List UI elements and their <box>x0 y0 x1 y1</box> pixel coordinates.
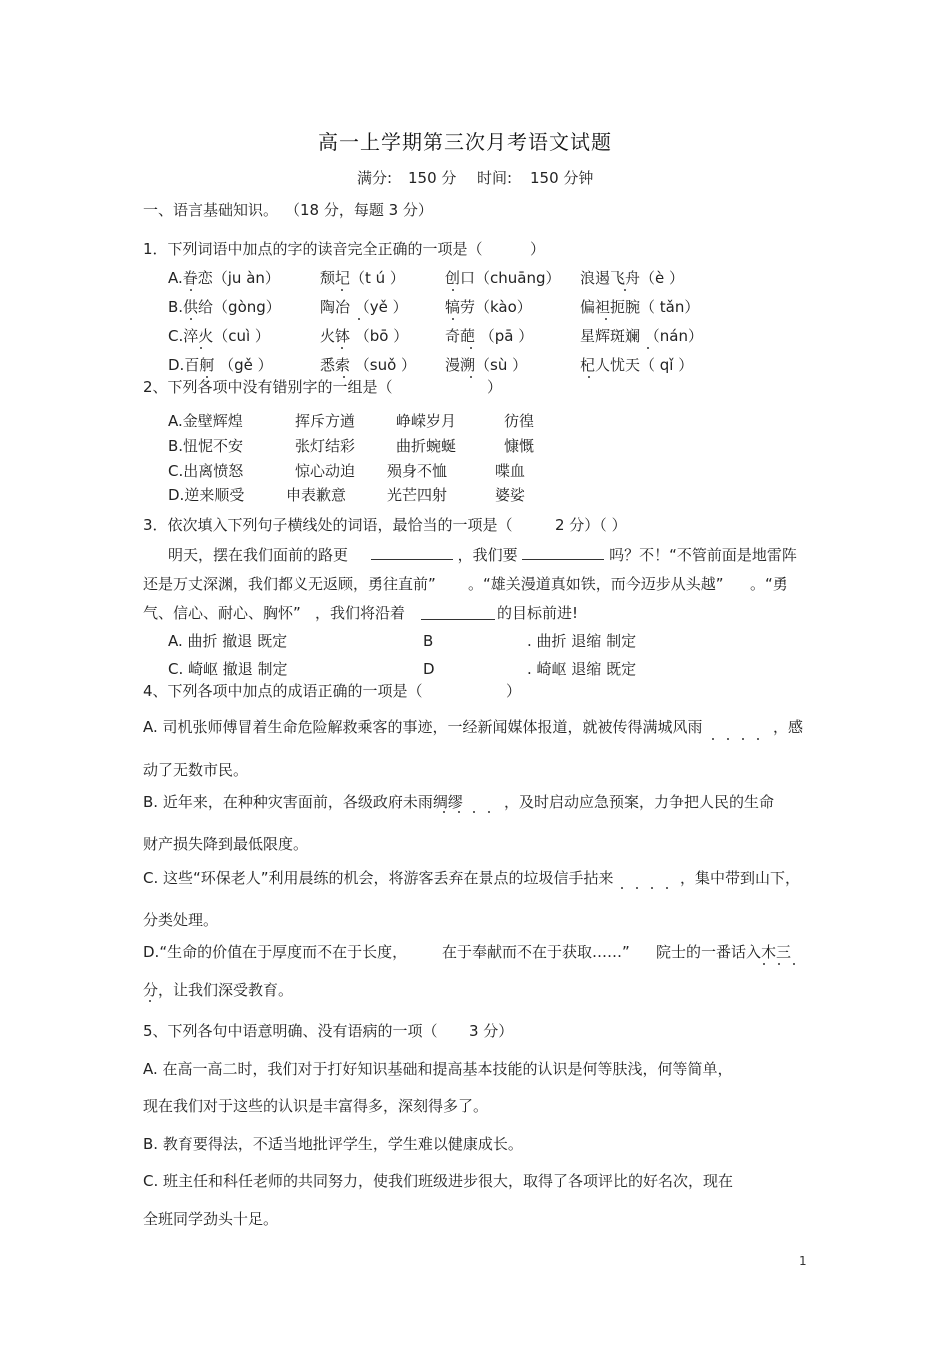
emphasis-dot <box>358 318 360 320</box>
section-detail: （18 分，每题 3 分） <box>285 201 433 219</box>
emphasis-dot <box>190 318 192 320</box>
q1-option: 颓圮（t ú ） <box>320 269 405 287</box>
time-label: 时间: <box>477 169 513 187</box>
page-title: 高一上学期第三次月考语文试题 <box>318 130 612 154</box>
emphasis-dot <box>621 887 623 889</box>
emphasis-dot <box>666 887 668 889</box>
emphasis-dot <box>757 738 759 740</box>
q3-text: 吗？不！“不管前面是地雷阵 <box>609 546 797 564</box>
q2-option: 挥斥方遒 <box>295 412 356 430</box>
q1-option: 杞人忧天（ qǐ ） <box>580 356 694 374</box>
q5-stem: 5、下列各句中语意明确、没有语病的一项（ <box>143 1022 438 1040</box>
q3-para: 的目标前进! <box>497 604 579 622</box>
q3-para: 气、信心、耐心、胸怀” <box>143 604 301 622</box>
q1-option: C.淬火（cuì ） <box>168 327 270 345</box>
emphasis-dot <box>452 289 454 291</box>
q1-option: 偏袒扼腕（ tǎn） <box>580 298 700 316</box>
section-heading: 一、语言基础知识。 <box>143 201 279 219</box>
time-value: 150 分钟 <box>530 169 594 187</box>
emphasis-dot <box>605 318 607 320</box>
q4-a-line1: A. 司机张师傅冒着生命危险解救乘客的事迹，一经新闻媒体报道，就被传得满城风雨 <box>143 718 703 736</box>
answer-blank[interactable] <box>522 545 604 560</box>
emphasis-dot <box>443 811 445 813</box>
answer-blank[interactable] <box>371 545 453 560</box>
q2-option: 婆娑 <box>495 486 526 504</box>
emphasis-dot <box>473 811 475 813</box>
emphasis-dot <box>341 347 343 349</box>
q3-text: 明天，摆在我们面前的路更 <box>168 546 349 564</box>
q4-b-line2: 财产损失降到最低限度。 <box>143 835 309 853</box>
q2-stem: 2、下列各项中没有错别字的一组是（ <box>143 378 393 396</box>
emphasis-dot <box>470 347 472 349</box>
emphasis-dot <box>624 289 626 291</box>
q1-option: 创口（chuāng） <box>445 269 561 287</box>
q2-option: 彷徨 <box>504 412 535 430</box>
q4-stem: 4、下列各项中加点的成语正确的一项是（ <box>143 682 423 700</box>
q1-option: D.百舸 （gě ） <box>168 356 273 374</box>
q1-stem: 1．下列词语中加点的字的读音完全正确的一项是（ <box>143 240 483 258</box>
q5-score: 3 分） <box>469 1022 514 1040</box>
q3-para <box>168 545 797 565</box>
q1-option: 漫溯（sù ） <box>445 356 528 374</box>
q1-option: 火钵 （bō ） <box>320 327 409 345</box>
q3-text: ，我们要 <box>457 546 518 564</box>
emphasis-dot <box>588 376 590 378</box>
q2-option: 申表歉意 <box>286 486 347 504</box>
q4-d-line1c: 院士的一番话入木三 <box>656 943 792 961</box>
q4-a-line2: 动了无数市民。 <box>143 761 249 779</box>
q1-option: 浪遏飞舟（è ） <box>580 269 684 287</box>
emphasis-dot <box>712 738 714 740</box>
full-score-label: 满分: <box>357 169 393 187</box>
emphasis-dot <box>742 738 744 740</box>
emphasis-dot <box>778 963 780 965</box>
q1-option: B.供给（gòng） <box>168 298 281 316</box>
q3-option-b: . 曲折 退缩 制定 <box>527 632 637 650</box>
q2-option: 曲折蜿蜒 <box>396 437 457 455</box>
emphasis-dot <box>149 1000 151 1002</box>
emphasis-dot <box>452 318 454 320</box>
q2-option: 峥嵘岁月 <box>396 412 457 430</box>
q3-stem: 3．依次填入下列句子横线处的词语，最恰当的一项是（ <box>143 516 513 534</box>
q2-option: 张灯结彩 <box>295 437 356 455</box>
q2-option: 惊心动迫 <box>295 462 356 480</box>
q4-d-line1: D.“生命的价值在于厚度而不在于长度， <box>143 943 408 961</box>
full-score-value: 150 分 <box>408 169 457 187</box>
q4-c-line2: 分类处理。 <box>143 911 219 929</box>
emphasis-dot <box>470 376 472 378</box>
q5-b-line1: B. 教育要得法，不适当地批评学生，学生难以健康成长。 <box>143 1135 523 1153</box>
q1-stem-close: ） <box>530 240 546 258</box>
q1-option: 奇葩 （pā ） <box>445 327 534 345</box>
q2-option: C.出离愤怒 <box>168 462 244 480</box>
q4-a-line1-end: ，感 <box>773 718 804 736</box>
q1-option: 星辉斑斓 （nán） <box>580 327 703 345</box>
q3-para: 。“雄关漫道真如铁，而今迈步从头越” <box>468 575 724 593</box>
q2-stem-close: ） <box>487 378 503 396</box>
q4-d-line1b: 在于奉献而不在于获取……” <box>442 943 630 961</box>
answer-blank[interactable] <box>421 605 495 620</box>
q3-para: ，我们将沿着 <box>315 604 406 622</box>
page-number: 1 <box>799 1254 807 1268</box>
emphasis-dot <box>647 347 649 349</box>
q1-option: 陶冶 （yě ） <box>320 298 408 316</box>
q1-option: 悉索 （suǒ ） <box>320 356 417 374</box>
emphasis-dot <box>488 811 490 813</box>
q2-option: B.忸怩不安 <box>168 437 244 455</box>
q3-option-b-letter: B <box>423 632 434 650</box>
q1-option: 犒劳（kào） <box>445 298 532 316</box>
q3-option-d: . 崎岖 退缩 既定 <box>527 660 637 678</box>
emphasis-dot <box>636 887 638 889</box>
q5-a-line2: 现在我们对于这些的认识是丰富得多，深刻得多了。 <box>143 1097 489 1115</box>
emphasis-dot <box>727 738 729 740</box>
q5-c-line1: C. 班主任和科任老师的共同努力，使我们班级进步很大，取得了各项评比的好名次，现在 <box>143 1172 734 1190</box>
q4-c-line1-end: ，集中带到山下， <box>680 869 801 887</box>
emphasis-dot <box>190 289 192 291</box>
q3-para: 还是万丈深渊，我们都义无返顾，勇往直前” <box>143 575 436 593</box>
q1-option: A.眷恋（ju àn） <box>168 269 280 287</box>
q5-c-line2: 全班同学劲头十足。 <box>143 1210 279 1228</box>
emphasis-dot <box>458 811 460 813</box>
q2-option: 慷慨 <box>504 437 535 455</box>
q5-a-line1: A. 在高一高二时，我们对于打好知识基础和提高基本技能的认识是何等肤浅，何等简单， <box>143 1060 733 1078</box>
emphasis-dot <box>793 963 795 965</box>
q3-option-c: C. 崎岖 撤退 制定 <box>168 660 288 678</box>
emphasis-dot <box>200 347 202 349</box>
q3-option-a: A. 曲折 撤退 既定 <box>168 632 288 650</box>
q2-option: 喋血 <box>495 462 526 480</box>
q4-stem-close: ） <box>506 682 522 700</box>
q2-option: A.金壁辉煌 <box>168 412 243 430</box>
q4-b-line1-end: ，及时启动应急预案，力争把人民的生命 <box>504 793 775 811</box>
q2-option: 光芒四射 <box>387 486 448 504</box>
q3-para: 。“勇 <box>750 575 788 593</box>
q3-score: 2 分）（ ） <box>555 516 627 534</box>
q4-b-line1: B. 近年来，在种种灾害面前，各级政府未雨绸缪 <box>143 793 463 811</box>
q2-option: D.逆来顺受 <box>168 486 245 504</box>
q4-d-line2: 分，让我们深受教育。 <box>143 981 294 999</box>
emphasis-dot <box>763 963 765 965</box>
q4-c-line1: C. 这些“环保老人”利用晨练的机会，将游客丢弃在景点的垃圾信手拈来 <box>143 869 614 887</box>
emphasis-dot <box>341 289 343 291</box>
emphasis-dot <box>651 887 653 889</box>
q3-option-d-letter: D <box>423 660 435 678</box>
q2-option: 殒身不恤 <box>387 462 448 480</box>
